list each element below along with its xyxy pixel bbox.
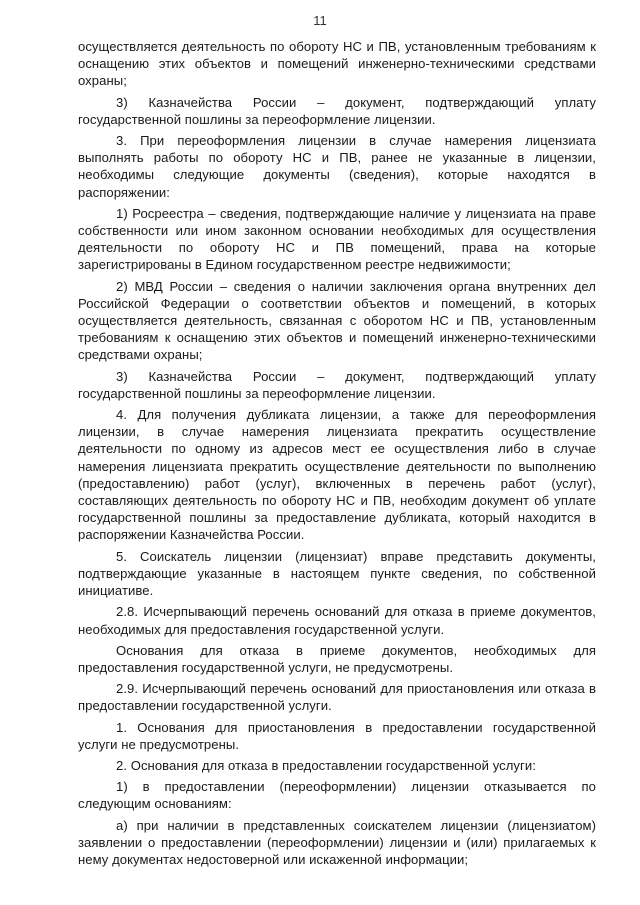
paragraph: Основания для отказа в приеме документов, необходимых для предоставления государственной услуги, не предусмотрены.	[78, 642, 596, 675]
paragraph: 1. Основания для приостановления в предоставлении государственной услуги не предусмотрены.	[78, 719, 596, 752]
paragraph: осуществляется деятельность по обороту НС и ПВ, установленным требованиям к оснащению этих объектов и помещений инженерно-техническими средствами охраны;	[78, 39, 596, 89]
paragraph: 3) Казначейства России – документ, подтверждающий уплату государственной пошлины за переоформление лицензии.	[78, 94, 596, 127]
document-body	[78, 38, 596, 872]
paragraph: а) при наличии в представленных соискателем лицензии (лицензиатом) заявлении о предоставлении (переоформлении) лицензии и (или) прилагаемых к нему документах недостоверной или искаженной информации;	[78, 817, 596, 867]
paragraph: 1) в предоставлении (переоформлении) лицензии отказывается по следующим основаниям:	[78, 779, 596, 812]
paragraph: 2) МВД России – сведения о наличии заключения органа внутренних дел Российской Федерации о соответствии объектов и помещений, в которых осуществляется деятельность, связанная с оборотом НС и ПВ, установленным требованиям к оснащению этих объектов и помещений инженерно-техническими средствами охраны;	[78, 278, 596, 363]
paragraph: 1) Росреестра – сведения, подтверждающие наличие у лицензиата на праве собственности или ином законном основании необходимых для осуществления деятельности по обороту НС и ПВ помещений, права на которые зарегистрированы в Едином государственном реестре недвижимости;	[78, 205, 596, 273]
paragraph: 3) Казначейства России – документ, подтверждающий уплату государственной пошлины за переоформление лицензии.	[78, 368, 596, 401]
paragraph: 3. При переоформления лицензии в случае намерения лицензиата выполнять работы по обороту НС и ПВ, ранее не указанные в лицензии, необходимы следующие документы (сведения), которые находятся в распоряжении:	[78, 133, 596, 200]
paragraph: 2.9. Исчерпывающий перечень оснований для приостановления или отказа в предоставлении государственной услуги.	[78, 681, 596, 714]
paragraph: 5. Соискатель лицензии (лицензиат) вправе представить документы, подтверждающие указанные в настоящем пункте сведения, по собственной инициативе.	[78, 548, 596, 599]
page-number: 11	[313, 13, 327, 28]
paragraph: 2. Основания для отказа в предоставлении государственной услуги:	[116, 757, 536, 773]
paragraph: 4. Для получения дубликата лицензии, а также для переоформления лицензии, в случае намерения лицензиата прекратить осуществление деятельности по одному из адресов мест ее осуществления либо в случае намерения лицензиата прекратить осуществление деятельности по выполнению (предоставлению) работ (услуг), включенных в перечень работ (услуг), составляющих деятельность по обороту НС и ПВ, необходим документ об уплате государственной пошлины за предоставление дубликата, который находится в распоряжении Казначейства России.	[78, 407, 596, 543]
paragraph: 2.8. Исчерпывающий перечень оснований для отказа в приеме документов, необходимых для предоставления государственной услуги.	[78, 604, 596, 637]
